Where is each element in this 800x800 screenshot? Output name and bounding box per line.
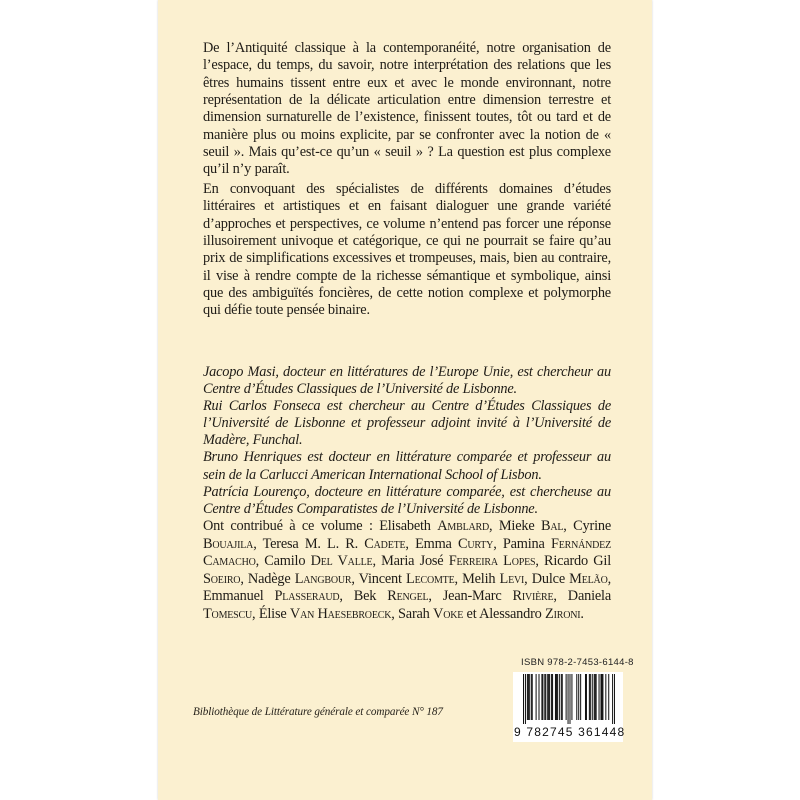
contributor-name: Mieke Bal [498,518,564,534]
barcode-bar [596,674,597,720]
barcode-bar [545,674,546,720]
isbn-label: ISBN 978-2-7453-6144-8 [521,657,634,668]
barcode-bar [523,674,524,724]
barcode-bar [585,674,586,720]
contributors-intro: Ont contribué à ce volume : [203,518,380,534]
contributor-name: Sarah Voke [398,605,464,622]
abstract-paragraph-2 [203,181,611,320]
contributor-name: Nadège Langbour [247,570,352,587]
barcode-bar [562,674,563,720]
contributor-name: Melih Levi [462,570,525,587]
book-back-cover [158,0,652,800]
barcode-bar [555,674,556,720]
barcode-bar [525,674,526,724]
author-bio-henriques: Bruno Henriques est docteur en littérature comparée et professeur au sein de la Carlucci American International School of Lisbon. [203,449,611,483]
barcode-bar [568,674,569,724]
barcode-bar [569,674,570,724]
contributor-name: Maria José Ferreira Lopes [381,553,536,569]
barcode-bar [571,674,572,720]
author-bios [203,364,611,518]
contributor-name: Jean-Marc Rivière [442,588,554,604]
barcode-bar [561,674,562,720]
barcode-bar [600,674,601,720]
barcode-bar [528,674,529,720]
barcode-bar [592,674,593,720]
contributor-name: Élise Van Haesebroeck [258,605,392,622]
contributor-name: Emmanuel Plasseraud [203,588,340,604]
barcode-bar [531,674,532,720]
abstract-text-2: En convoquant des spécialistes de différents domaines d’études littéraires et artistiques et en faisant dialoguer une grande variété d’approches et perspectives, ce volume n’entend pas forcer une réponse illusoirement univoque et catégorique, ce qui ne pourrait se faire qu’au prix de simplifications excessives et trompeuses, mais, bien au contraire, il vise à rendre compte de la richesse sémantique et symbolique, ainsi que des ambiguïtés foncières, de cette notion complexe et polymorphe qui défie toute pensée binaire. [203,181,611,319]
contributor-name: Cyrine Bouajila [203,518,611,552]
barcode-bar [544,674,545,720]
author-bio-fonseca: Rui Carlos Fonseca est chercheur au Centre d’Études Classiques de l’Université de Lisbonne et professeur adjoint invité à l’Université de Madère, Funchal. [203,398,611,449]
barcode-bar [542,674,543,720]
barcode-bar [549,674,550,720]
barcode-bar [559,674,560,720]
barcode-bar [601,674,602,720]
contributors-list: Ont contribué à ce volume : Elisabeth Amblard, Mieke Bal, Cyrine Bouajila, Teresa M. L. R. Cadete, Emma Curty, Pamina Fernández Camacho, Camilo Del Valle, Maria José Ferreira Lopes, Ricardo Gil Soeiro, Nadège Langbour, Vincent Lecomte, Melih Levi, Dulce Melão, Emmanuel Plasseraud, Bek Rengel, Jean-Marc Rivière, Daniela Tomescu, Élise Van Haesebroeck, Sarah Voke et Alessandro Zironi. [203,518,611,622]
barcode-bar [556,674,557,720]
barcode-bar [538,674,539,720]
contributors-paragraph [203,518,611,623]
barcode-digits: 9 782745 361448 [514,725,626,739]
barcode-bar [599,674,600,720]
series-title: Bibliothèque de Littérature générale et comparée N° 187 [193,706,443,718]
contributor-name: Dulce Melão [531,570,608,587]
barcode-bar [612,674,613,724]
barcode-bar [547,674,548,720]
barcode-bar [551,674,552,720]
barcode-bar [595,674,596,720]
contributor-name: Bek Rengel [353,588,429,604]
contributor-name: Elisabeth Amblard [379,518,489,534]
abstract-paragraph-1 [203,40,611,179]
barcode-bar [594,674,595,720]
barcode-bar [590,674,591,720]
author-bio-lourenco: Patrícia Lourenço, docteure en littérature comparée, est chercheuse au Centre d’Études Comparatistes de l’Université de Lisbonne. [203,483,611,517]
contributor-name: Pamina Fernández Camacho [203,535,611,569]
barcode-bar [532,674,533,720]
barcode-bar [541,674,542,720]
barcode-bar [586,674,587,720]
barcode-bar [608,674,609,720]
barcode-bar [578,674,579,720]
barcode-bar [566,674,567,720]
contributor-name: Camilo Del Valle [264,553,373,569]
barcode-bar [552,674,553,720]
barcode-bar [580,674,581,720]
barcode-bar [529,674,530,720]
contributor-name: Emma Curty [415,535,494,552]
isbn-barcode [513,672,626,742]
barcode-icon [523,674,615,724]
contributor-name: Teresa M. L. R. Cadete [262,535,406,552]
barcode-bar [605,674,606,720]
contributor-name: Ricardo Gil Soeiro [203,553,611,587]
barcode-bar [576,674,577,720]
contributor-name: Vincent Lecomte [358,570,455,587]
barcode-bar [536,674,537,720]
barcode-bar [557,674,558,720]
barcode-bar [602,674,603,720]
barcode-bar [589,674,590,720]
abstract-text-1: De l’Antiquité classique à la contemporanéité, notre organisation de l’espace, du temps, du savoir, notre interprétation des relations que les êtres humains tissent entre eux et avec le monde environnant, notre représentation de la délicate articulation entre dimension terrestre et dimension surnaturelle de l’existence, finissent toutes, tôt ou tard et de manière plus ou moins explicite, par se confronter avec la notion de « seuil ». Mais qu’est-ce qu’un « seuil » ? La question est plus complexe qu’il n’y paraît. [203,40,611,178]
barcode-bar [614,674,615,724]
barcode-bar [527,674,528,720]
author-bio-masi: Jacopo Masi, docteur en littératures de l’Europe Unie, est chercheur au Centre d’Études Classiques de l’Université de Lisbonne. [203,364,611,398]
contributor-name: Alessandro Zironi [479,605,581,622]
barcode-bar [548,674,549,720]
contributor-name: Daniela Tomescu [203,588,611,622]
